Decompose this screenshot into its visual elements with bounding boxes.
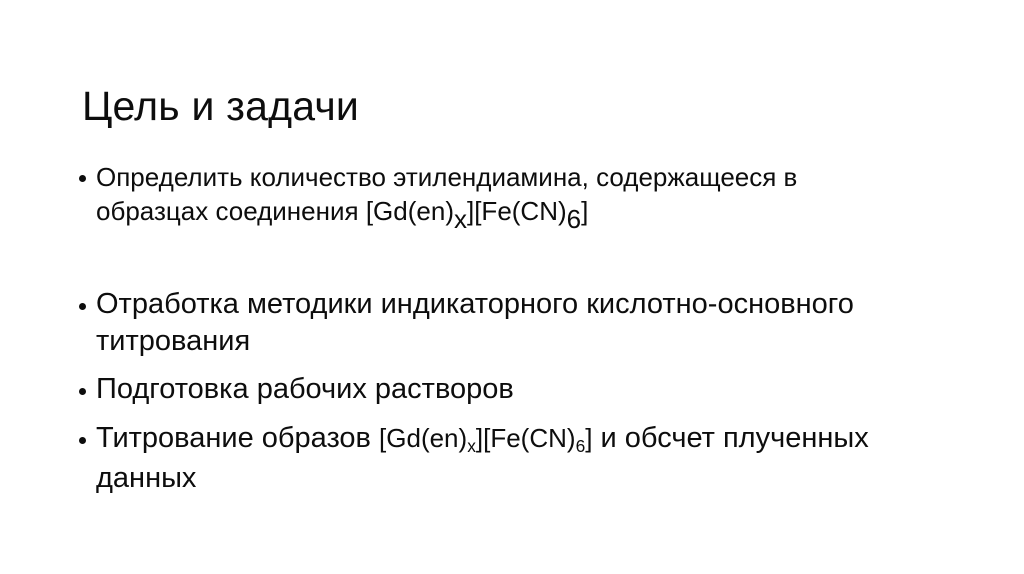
chemical-formula: [Gd(en) bbox=[379, 423, 468, 453]
formula-subscript: x bbox=[453, 203, 467, 234]
bullet-text: образцах соединения bbox=[96, 196, 366, 226]
bullet-text: Титрование образов bbox=[96, 422, 380, 454]
bullet-text: и обсчет плученных bbox=[592, 422, 869, 454]
chemical-formula: [Gd(en) bbox=[365, 196, 454, 226]
formula-subscript: 6 bbox=[566, 203, 582, 234]
bullet-item-1 bbox=[78, 160, 978, 234]
bullet-text: Определить количество этилендиамина, содержащееся в bbox=[96, 162, 798, 192]
bullet-text: титрования bbox=[96, 325, 251, 357]
chemical-formula: ][Fe(CN) bbox=[466, 196, 567, 226]
bullet-item-4 bbox=[78, 420, 978, 497]
bullet-item-3 bbox=[78, 371, 978, 408]
chemical-formula: ] bbox=[581, 196, 589, 226]
bullet-item-2 bbox=[78, 286, 978, 360]
chemical-formula: ][Fe(CN) bbox=[475, 423, 576, 453]
bullet-dot bbox=[79, 303, 86, 310]
bullet-text: Подготовка рабочих растворов bbox=[96, 373, 514, 405]
chemical-formula: ] bbox=[585, 423, 593, 453]
bullet-dot bbox=[79, 437, 86, 444]
formula-subscript: 6 bbox=[575, 436, 586, 457]
bullet-list bbox=[78, 160, 978, 497]
slide-title: Цель и задачи bbox=[82, 83, 360, 130]
bullet-dot bbox=[79, 175, 86, 182]
formula-subscript: x bbox=[467, 436, 476, 457]
bullet-text: Отработка методики индикаторного кислотно-основного bbox=[96, 288, 854, 320]
bullet-dot bbox=[79, 388, 86, 395]
bullet-text: данных bbox=[96, 462, 197, 494]
